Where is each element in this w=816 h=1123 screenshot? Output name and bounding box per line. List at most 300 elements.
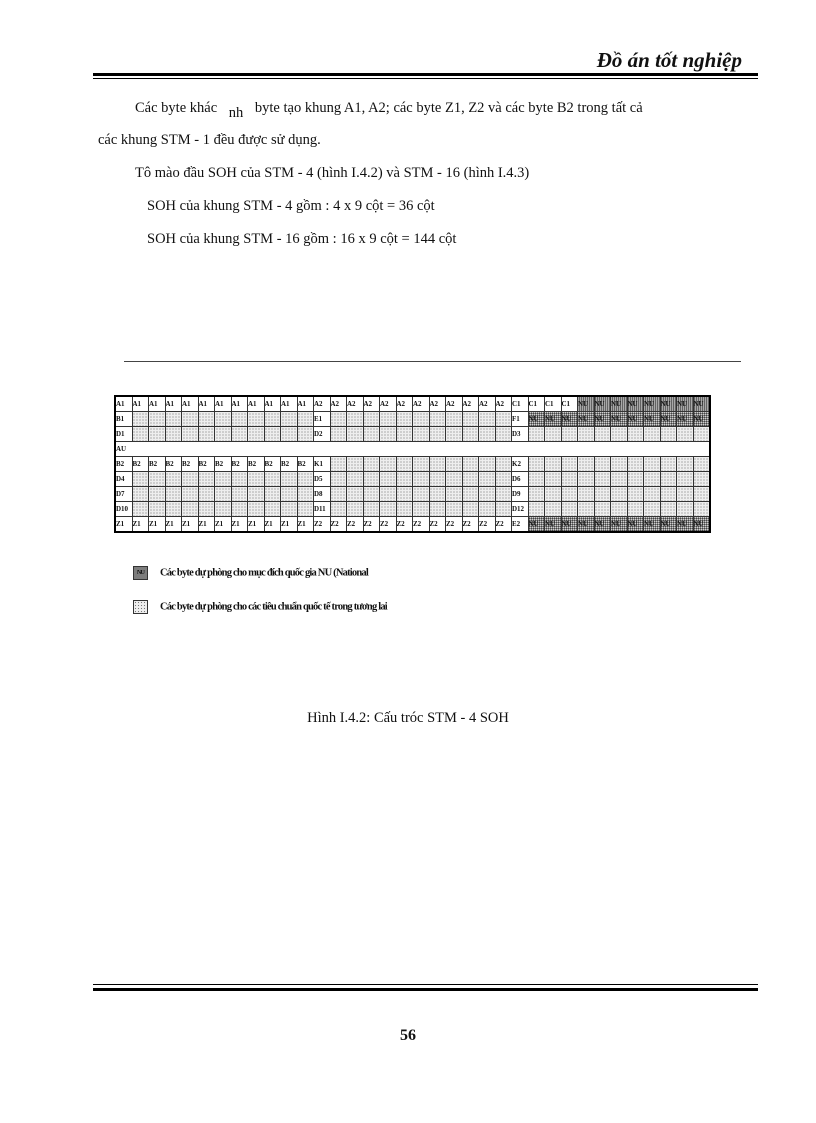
table-cell: B2 bbox=[231, 457, 248, 472]
table-cell: Z2 bbox=[495, 517, 512, 533]
table-cell: Z1 bbox=[132, 517, 149, 533]
table-cell bbox=[429, 412, 446, 427]
table-cell: A1 bbox=[264, 396, 281, 412]
table-cell bbox=[182, 487, 199, 502]
table-cell bbox=[429, 472, 446, 487]
table-cell: NU bbox=[644, 412, 661, 427]
table-row bbox=[115, 396, 710, 412]
table-cell: NU bbox=[528, 517, 545, 533]
legend-nu-text: Các byte dự phòng cho mục đích quốc gia NU (National bbox=[160, 567, 368, 579]
table-cell: NU bbox=[594, 396, 611, 412]
table-cell: Z2 bbox=[479, 517, 496, 533]
table-cell bbox=[231, 427, 248, 442]
table-cell: A2 bbox=[314, 396, 331, 412]
table-cell bbox=[297, 412, 314, 427]
table-cell bbox=[248, 412, 265, 427]
table-cell: B2 bbox=[182, 457, 199, 472]
table-cell bbox=[396, 457, 413, 472]
table-cell bbox=[693, 472, 710, 487]
table-row bbox=[115, 517, 710, 533]
table-row bbox=[115, 457, 710, 472]
table-cell: A1 bbox=[281, 396, 298, 412]
document-title: Đồ án tốt nghiệp bbox=[596, 48, 742, 72]
table-cell bbox=[677, 487, 694, 502]
table-cell bbox=[561, 487, 578, 502]
table-cell bbox=[281, 472, 298, 487]
legend-nu bbox=[133, 566, 368, 580]
table-cell bbox=[528, 502, 545, 517]
table-cell bbox=[347, 427, 364, 442]
table-cell bbox=[347, 487, 364, 502]
table-cell: Z2 bbox=[429, 517, 446, 533]
table-cell: B2 bbox=[281, 457, 298, 472]
table-cell bbox=[479, 412, 496, 427]
table-cell bbox=[495, 487, 512, 502]
table-cell bbox=[396, 502, 413, 517]
table-cell: NU bbox=[660, 396, 677, 412]
table-cell: E2 bbox=[512, 517, 529, 533]
table-cell: NU bbox=[578, 517, 595, 533]
table-cell bbox=[413, 472, 430, 487]
table-cell: Z1 bbox=[264, 517, 281, 533]
table-cell bbox=[528, 457, 545, 472]
table-cell bbox=[198, 502, 215, 517]
table-cell: A1 bbox=[231, 396, 248, 412]
table-cell bbox=[413, 457, 430, 472]
table-cell: Z1 bbox=[115, 517, 132, 533]
footer-rule-thin bbox=[93, 984, 758, 985]
table-cell bbox=[677, 502, 694, 517]
table-cell: Z1 bbox=[198, 517, 215, 533]
table-cell: NU bbox=[627, 396, 644, 412]
table-cell bbox=[644, 487, 661, 502]
table-cell bbox=[578, 487, 595, 502]
table-cell bbox=[561, 502, 578, 517]
table-cell bbox=[198, 427, 215, 442]
table-cell: A1 bbox=[297, 396, 314, 412]
table-cell bbox=[578, 472, 595, 487]
table-cell bbox=[495, 457, 512, 472]
table-cell bbox=[231, 412, 248, 427]
table-cell bbox=[396, 412, 413, 427]
table-cell bbox=[231, 502, 248, 517]
table-cell: B2 bbox=[264, 457, 281, 472]
soh-frame-table bbox=[114, 395, 711, 533]
section-separator bbox=[124, 361, 741, 362]
table-cell bbox=[380, 412, 397, 427]
table-cell: Z2 bbox=[413, 517, 430, 533]
table-cell: NU bbox=[627, 412, 644, 427]
table-cell bbox=[528, 427, 545, 442]
table-cell: A2 bbox=[446, 396, 463, 412]
table-row bbox=[115, 487, 710, 502]
paragraph-line-3: Tô mào đầu SOH của STM - 4 (hình I.4.2) và STM - 16 (hình I.4.3) bbox=[135, 165, 530, 181]
table-cell: A2 bbox=[462, 396, 479, 412]
table-cell bbox=[429, 487, 446, 502]
table-cell bbox=[693, 427, 710, 442]
table-cell bbox=[578, 502, 595, 517]
table-cell bbox=[429, 427, 446, 442]
table-cell bbox=[281, 502, 298, 517]
table-cell: D4 bbox=[115, 472, 132, 487]
table-cell: A1 bbox=[215, 396, 232, 412]
table-cell bbox=[693, 487, 710, 502]
table-cell bbox=[165, 487, 182, 502]
table-cell bbox=[462, 412, 479, 427]
table-cell: B2 bbox=[297, 457, 314, 472]
table-cell: NU bbox=[660, 412, 677, 427]
table-cell bbox=[363, 457, 380, 472]
table-cell bbox=[578, 427, 595, 442]
table-cell: A2 bbox=[479, 396, 496, 412]
table-cell bbox=[132, 487, 149, 502]
table-cell bbox=[297, 487, 314, 502]
table-cell bbox=[413, 427, 430, 442]
table-cell bbox=[165, 502, 182, 517]
table-cell bbox=[627, 472, 644, 487]
table-cell bbox=[660, 487, 677, 502]
table-cell bbox=[363, 412, 380, 427]
table-cell bbox=[281, 487, 298, 502]
table-cell: NU bbox=[561, 517, 578, 533]
table-cell: D2 bbox=[314, 427, 331, 442]
table-cell: D8 bbox=[314, 487, 331, 502]
table-cell bbox=[479, 427, 496, 442]
table-cell bbox=[660, 427, 677, 442]
table-cell bbox=[380, 457, 397, 472]
table-cell bbox=[594, 487, 611, 502]
table-cell: A1 bbox=[198, 396, 215, 412]
table-cell: K1 bbox=[314, 457, 331, 472]
table-cell: Z2 bbox=[380, 517, 397, 533]
table-cell bbox=[561, 427, 578, 442]
table-cell: Z1 bbox=[149, 517, 166, 533]
table-cell: A1 bbox=[115, 396, 132, 412]
header-rule-thick bbox=[93, 73, 758, 76]
table-cell bbox=[594, 472, 611, 487]
table-cell bbox=[231, 487, 248, 502]
table-cell bbox=[413, 412, 430, 427]
table-cell bbox=[198, 412, 215, 427]
table-cell: B2 bbox=[215, 457, 232, 472]
table-cell bbox=[330, 487, 347, 502]
table-cell: B2 bbox=[115, 457, 132, 472]
table-cell: NU bbox=[693, 517, 710, 533]
table-cell bbox=[677, 457, 694, 472]
table-cell bbox=[215, 427, 232, 442]
table-cell bbox=[627, 487, 644, 502]
table-cell: D7 bbox=[115, 487, 132, 502]
table-cell: C1 bbox=[561, 396, 578, 412]
table-cell: NU bbox=[644, 517, 661, 533]
table-cell: NU bbox=[594, 412, 611, 427]
table-cell: F1 bbox=[512, 412, 529, 427]
table-cell bbox=[660, 502, 677, 517]
table-cell: Z2 bbox=[363, 517, 380, 533]
table-cell: Z2 bbox=[314, 517, 331, 533]
table-cell bbox=[462, 487, 479, 502]
table-cell: B2 bbox=[198, 457, 215, 472]
table-cell bbox=[660, 457, 677, 472]
table-cell bbox=[182, 502, 199, 517]
table-cell: NU bbox=[545, 517, 562, 533]
table-cell: D10 bbox=[115, 502, 132, 517]
table-cell bbox=[495, 427, 512, 442]
table-cell bbox=[248, 472, 265, 487]
table-cell bbox=[396, 472, 413, 487]
table-cell bbox=[264, 427, 281, 442]
table-cell bbox=[347, 472, 364, 487]
table-cell bbox=[165, 427, 182, 442]
table-cell: NU bbox=[677, 396, 694, 412]
table-cell bbox=[644, 457, 661, 472]
table-cell: NU bbox=[644, 396, 661, 412]
line1-subscript: nh bbox=[228, 105, 244, 121]
table-cell bbox=[149, 412, 166, 427]
table-cell bbox=[396, 427, 413, 442]
legend-future-swatch bbox=[133, 600, 148, 614]
table-cell bbox=[347, 457, 364, 472]
table-cell bbox=[611, 487, 628, 502]
au-cell: AU bbox=[115, 442, 710, 457]
page-number: 56 bbox=[400, 1027, 416, 1044]
table-cell bbox=[677, 472, 694, 487]
table-cell bbox=[330, 412, 347, 427]
table-cell bbox=[380, 427, 397, 442]
table-cell bbox=[215, 412, 232, 427]
table-cell: D6 bbox=[512, 472, 529, 487]
table-cell bbox=[462, 472, 479, 487]
table-cell: NU bbox=[561, 412, 578, 427]
table-cell bbox=[561, 472, 578, 487]
table-cell: A2 bbox=[396, 396, 413, 412]
table-row bbox=[115, 502, 710, 517]
table-cell bbox=[446, 472, 463, 487]
table-cell bbox=[545, 502, 562, 517]
table-cell bbox=[611, 502, 628, 517]
table-cell bbox=[132, 502, 149, 517]
table-cell bbox=[248, 487, 265, 502]
table-cell bbox=[264, 502, 281, 517]
table-cell bbox=[198, 472, 215, 487]
table-cell: C1 bbox=[512, 396, 529, 412]
table-cell bbox=[429, 502, 446, 517]
legend-future-text: Các byte dự phòng cho các tiêu chuẩn quốc tế trong tương lai bbox=[160, 601, 387, 613]
table-cell bbox=[248, 502, 265, 517]
table-cell bbox=[215, 502, 232, 517]
paragraph-line-4: SOH của khung STM - 4 gồm : 4 x 9 cột = 36 cột bbox=[147, 198, 435, 214]
table-cell bbox=[198, 487, 215, 502]
table-cell: A2 bbox=[413, 396, 430, 412]
table-cell: D12 bbox=[512, 502, 529, 517]
table-cell: NU bbox=[578, 396, 595, 412]
table-cell bbox=[446, 427, 463, 442]
table-cell: NU bbox=[528, 412, 545, 427]
table-cell bbox=[297, 427, 314, 442]
table-cell bbox=[594, 502, 611, 517]
table-cell bbox=[330, 502, 347, 517]
table-cell bbox=[347, 412, 364, 427]
table-cell bbox=[215, 472, 232, 487]
table-cell: Z1 bbox=[182, 517, 199, 533]
table-cell bbox=[330, 427, 347, 442]
table-cell bbox=[611, 457, 628, 472]
table-cell: C1 bbox=[545, 396, 562, 412]
table-cell: A1 bbox=[132, 396, 149, 412]
line1-text-b: byte tạo khung A1, A2; các byte Z1, Z2 và các byte B2 trong tất cả bbox=[254, 100, 643, 116]
table-cell: NU bbox=[693, 396, 710, 412]
table-cell bbox=[627, 457, 644, 472]
table-cell: B2 bbox=[149, 457, 166, 472]
table-cell: NU bbox=[693, 412, 710, 427]
table-cell bbox=[149, 427, 166, 442]
table-cell bbox=[215, 487, 232, 502]
table-cell: Z1 bbox=[248, 517, 265, 533]
table-cell: C1 bbox=[528, 396, 545, 412]
table-cell: B2 bbox=[132, 457, 149, 472]
table-cell: A2 bbox=[330, 396, 347, 412]
table-cell bbox=[561, 457, 578, 472]
table-cell: A2 bbox=[363, 396, 380, 412]
table-cell: D5 bbox=[314, 472, 331, 487]
table-cell: D3 bbox=[512, 427, 529, 442]
table-cell bbox=[644, 502, 661, 517]
table-cell bbox=[644, 472, 661, 487]
table-cell: NU bbox=[611, 412, 628, 427]
table-cell bbox=[380, 472, 397, 487]
table-cell bbox=[231, 472, 248, 487]
table-cell bbox=[495, 412, 512, 427]
paragraph-line-5: SOH của khung STM - 16 gồm : 16 x 9 cột = 144 cột bbox=[147, 231, 457, 247]
table-cell bbox=[330, 472, 347, 487]
table-cell: NU bbox=[627, 517, 644, 533]
table-cell bbox=[479, 457, 496, 472]
table-cell bbox=[495, 502, 512, 517]
table-cell bbox=[545, 427, 562, 442]
legend-nu-swatch: NU bbox=[133, 566, 148, 580]
table-cell bbox=[149, 487, 166, 502]
table-cell bbox=[479, 487, 496, 502]
table-cell bbox=[446, 487, 463, 502]
table-row bbox=[115, 412, 710, 427]
table-cell bbox=[149, 472, 166, 487]
figure-caption: Hình I.4.2: Cấu tróc STM - 4 SOH bbox=[307, 710, 509, 726]
table-cell bbox=[413, 487, 430, 502]
table-cell: E1 bbox=[314, 412, 331, 427]
table-cell: Z2 bbox=[347, 517, 364, 533]
table-cell bbox=[429, 457, 446, 472]
table-cell: A1 bbox=[248, 396, 265, 412]
table-cell: Z1 bbox=[281, 517, 298, 533]
table-cell bbox=[660, 472, 677, 487]
table-cell: NU bbox=[578, 412, 595, 427]
table-cell: A2 bbox=[429, 396, 446, 412]
table-cell bbox=[347, 502, 364, 517]
table-cell bbox=[363, 487, 380, 502]
table-cell: D11 bbox=[314, 502, 331, 517]
table-cell: Z1 bbox=[215, 517, 232, 533]
table-cell bbox=[264, 472, 281, 487]
table-cell bbox=[495, 472, 512, 487]
table-cell bbox=[248, 427, 265, 442]
table-cell bbox=[545, 472, 562, 487]
table-cell bbox=[165, 412, 182, 427]
table-cell bbox=[182, 412, 199, 427]
table-cell bbox=[132, 472, 149, 487]
table-cell bbox=[479, 472, 496, 487]
table-cell: Z1 bbox=[165, 517, 182, 533]
table-cell bbox=[528, 472, 545, 487]
table-cell: NU bbox=[594, 517, 611, 533]
table-cell: Z1 bbox=[231, 517, 248, 533]
table-cell bbox=[380, 487, 397, 502]
table-cell: B2 bbox=[165, 457, 182, 472]
table-cell: Z2 bbox=[396, 517, 413, 533]
table-cell bbox=[165, 472, 182, 487]
table-cell bbox=[132, 427, 149, 442]
table-cell bbox=[363, 472, 380, 487]
table-cell: A2 bbox=[380, 396, 397, 412]
table-cell bbox=[545, 487, 562, 502]
table-cell: B2 bbox=[248, 457, 265, 472]
table-row bbox=[115, 442, 710, 457]
table-cell bbox=[611, 472, 628, 487]
table-cell bbox=[396, 487, 413, 502]
table-cell: Z2 bbox=[462, 517, 479, 533]
table-cell bbox=[297, 472, 314, 487]
table-cell: NU bbox=[611, 396, 628, 412]
paragraph-line-1 bbox=[135, 98, 643, 121]
table-cell bbox=[528, 487, 545, 502]
table-cell bbox=[264, 487, 281, 502]
table-cell bbox=[363, 502, 380, 517]
table-cell bbox=[149, 502, 166, 517]
table-cell: D1 bbox=[115, 427, 132, 442]
table-cell bbox=[627, 502, 644, 517]
table-cell bbox=[644, 427, 661, 442]
table-cell bbox=[380, 502, 397, 517]
table-cell: A2 bbox=[495, 396, 512, 412]
table-cell bbox=[594, 457, 611, 472]
table-cell bbox=[182, 472, 199, 487]
table-cell bbox=[264, 412, 281, 427]
table-cell bbox=[693, 502, 710, 517]
line1-text-a: Các byte khác bbox=[135, 100, 218, 116]
header-rule-thin bbox=[93, 78, 758, 79]
table-row bbox=[115, 472, 710, 487]
table-cell bbox=[611, 427, 628, 442]
table-cell: K2 bbox=[512, 457, 529, 472]
table-cell bbox=[363, 427, 380, 442]
table-cell bbox=[132, 412, 149, 427]
table-cell: NU bbox=[677, 412, 694, 427]
table-cell bbox=[182, 427, 199, 442]
table-cell: A1 bbox=[182, 396, 199, 412]
table-cell: NU bbox=[660, 517, 677, 533]
table-cell bbox=[594, 427, 611, 442]
table-cell bbox=[627, 427, 644, 442]
table-cell bbox=[479, 502, 496, 517]
table-cell: Z2 bbox=[446, 517, 463, 533]
table-cell: NU bbox=[545, 412, 562, 427]
table-cell bbox=[413, 502, 430, 517]
table-cell: NU bbox=[677, 517, 694, 533]
table-cell: Z2 bbox=[330, 517, 347, 533]
paragraph-line-2: các khung STM - 1 đều được sử dụng. bbox=[98, 132, 321, 148]
table-cell bbox=[446, 502, 463, 517]
table-cell: Z1 bbox=[297, 517, 314, 533]
table-cell bbox=[330, 457, 347, 472]
